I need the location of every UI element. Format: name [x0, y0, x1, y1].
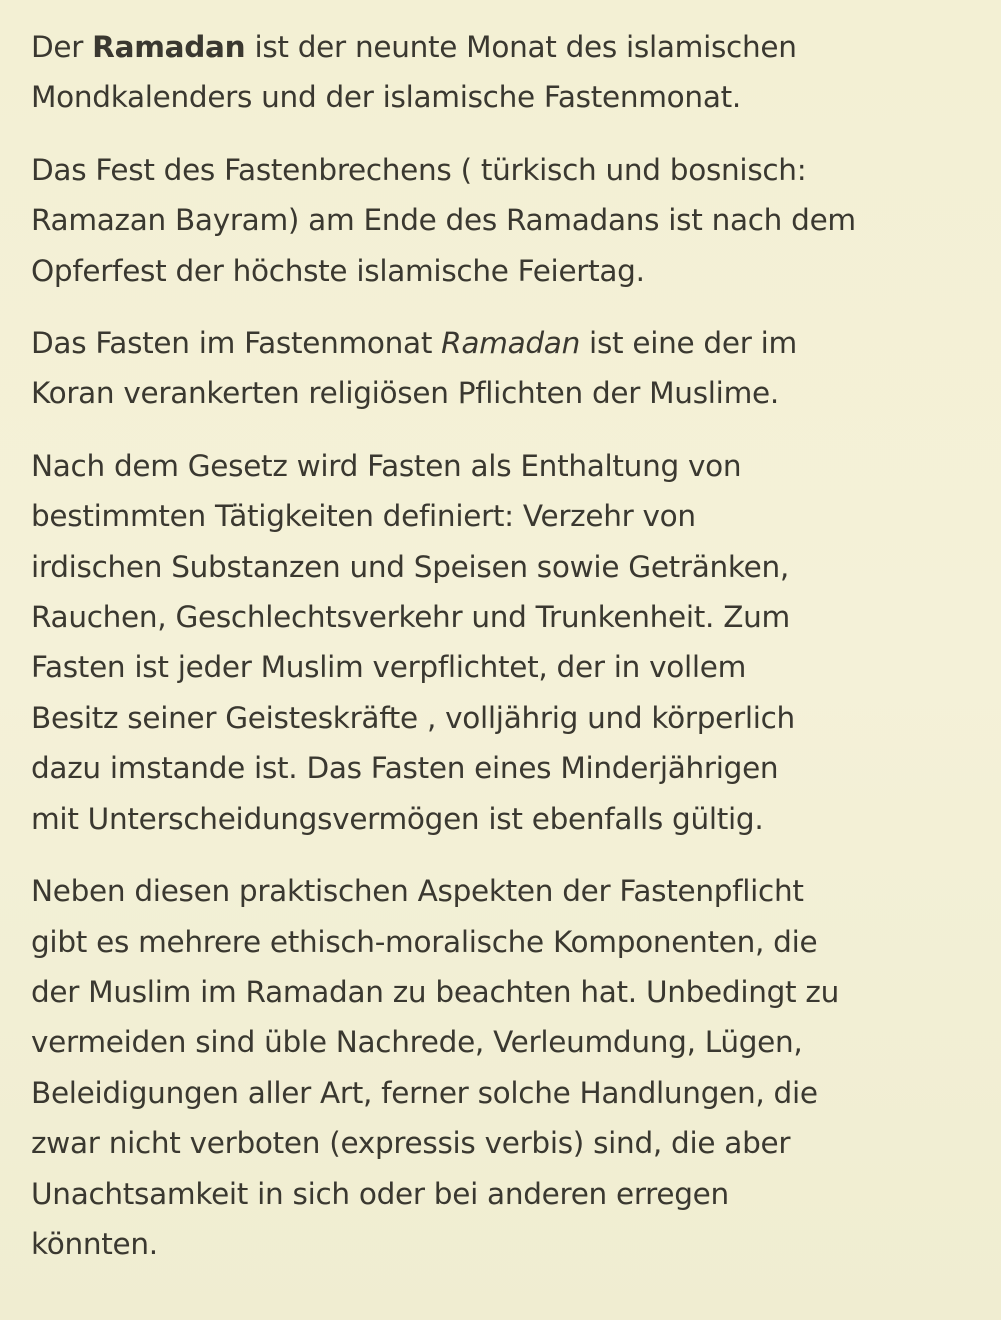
text-line: [31, 1017, 981, 1067]
text-line: [31, 1219, 981, 1269]
text-line: [31, 1169, 981, 1219]
text-run: Besitz seiner Geisteskräfte , volljährig und körperlich: [31, 700, 795, 735]
text-line: [31, 743, 981, 793]
text-run: ist eine der im: [579, 326, 797, 361]
italic-term: Ramadan: [441, 326, 580, 361]
text-line: [31, 1068, 981, 1118]
paragraph: [31, 441, 981, 844]
text-line: [31, 441, 981, 491]
text-line: [31, 318, 981, 368]
text-run: Nach dem Gesetz wird Fasten als Enthaltung von: [31, 448, 742, 483]
text-line: [31, 693, 981, 743]
text-line: [31, 22, 981, 72]
bold-term: Ramadan: [92, 30, 246, 64]
text-run: könnten.: [31, 1226, 158, 1261]
text-run: gibt es mehrere ethisch-moralische Komponenten, die: [31, 924, 818, 959]
text-run: Das Fasten im Fastenmonat: [31, 326, 442, 361]
text-line: [31, 1118, 981, 1168]
text-run: Beleidigungen aller Art, ferner solche Handlungen, die: [31, 1075, 818, 1110]
text-line: [31, 794, 981, 844]
text-run: Opferfest der höchste islamische Feiertag.: [31, 253, 645, 288]
text-run: mit Unterscheidungsvermögen ist ebenfalls gültig.: [31, 801, 764, 836]
paragraph: [31, 318, 981, 419]
text-run: Das Fest des Fastenbrechens ( türkisch und bosnisch:: [31, 152, 807, 187]
text-run: ist der neunte Monat des islamischen: [245, 30, 797, 64]
paragraph: [31, 145, 981, 296]
text-line: [31, 491, 981, 541]
text-run: irdischen Substanzen und Speisen sowie Getränken,: [31, 549, 789, 584]
text-run: zwar nicht verboten (expressis verbis) sind, die aber: [31, 1126, 791, 1161]
text-run: Ramazan Bayram) am Ende des Ramadans ist nach dem: [31, 203, 856, 238]
text-line: [31, 72, 981, 122]
text-line: [31, 195, 981, 245]
text-run: vermeiden sind üble Nachrede, Verleumdung, Lügen,: [31, 1025, 803, 1060]
text-line: [31, 542, 981, 592]
text-run: bestimmten Tätigkeiten definiert: Verzehr von: [31, 499, 696, 534]
text-line: [31, 592, 981, 642]
text-line: [31, 246, 981, 296]
text-run: Unachtsamkeit in sich oder bei anderen erregen: [31, 1176, 729, 1211]
text-run: Koran verankerten religiösen Pflichten der Muslime.: [31, 376, 779, 411]
text-line: [31, 642, 981, 692]
paragraph: [31, 866, 981, 1269]
text-line: [31, 967, 981, 1017]
text-run: Der: [31, 30, 93, 64]
text-run: Rauchen, Geschlechtsverkehr und Trunkenheit. Zum: [31, 600, 790, 635]
text-line: [31, 145, 981, 195]
text-run: Fasten ist jeder Muslim verpflichtet, der in vollem: [31, 650, 747, 685]
paragraph: [31, 22, 981, 123]
document-page: [31, 22, 981, 1291]
text-run: Neben diesen praktischen Aspekten der Fastenpflicht: [31, 874, 804, 909]
text-run: Mondkalenders und der islamische Fastenmonat.: [31, 80, 741, 115]
text-run: der Muslim im Ramadan zu beachten hat. Unbedingt zu: [31, 974, 839, 1009]
text-line: [31, 917, 981, 967]
text-line: [31, 368, 981, 418]
text-line: [31, 866, 981, 916]
text-run: dazu imstande ist. Das Fasten eines Minderjährigen: [31, 751, 779, 786]
